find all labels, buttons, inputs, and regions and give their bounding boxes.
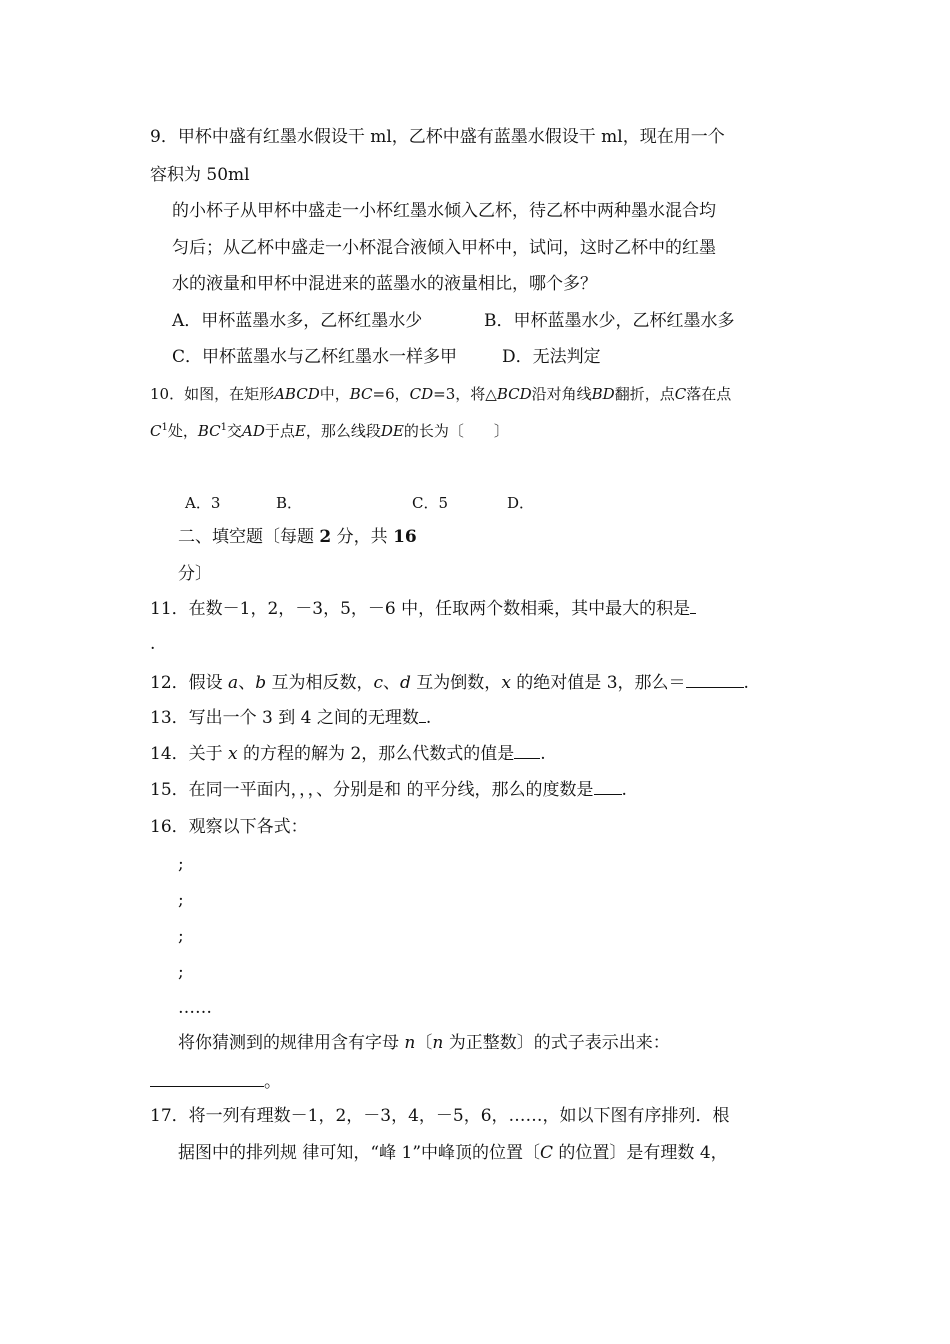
section-heading: 二、填空题〔每题 2 分，共 16	[178, 527, 417, 547]
q12-answer-blank[interactable]	[686, 671, 744, 688]
q10-option-c: C．5	[412, 494, 449, 512]
q16-item: ;	[178, 962, 184, 982]
q10-line2: $C^1$处，$BC^1$交AD于点E，那么线段DE的长为〔 〕	[150, 422, 509, 440]
q11-answer-blank[interactable]	[690, 597, 696, 614]
q9-option-c: C．甲杯蓝墨水与乙杯红墨水一样多甲	[172, 347, 458, 367]
q17-line1: 17．将一列有理数－1，2，－3，4，－5，6，……，如以下图有序排列．根	[150, 1106, 730, 1126]
q10-option-d: D．	[507, 494, 535, 512]
q10-option-b: B．	[276, 494, 303, 512]
q11-end: .	[150, 634, 156, 654]
q16-ellipsis: ……	[178, 998, 212, 1018]
q9-line5: 水的液量和甲杯中混进来的蓝墨水的液量相比，哪个多？	[172, 274, 597, 294]
q13-answer-blank[interactable]	[419, 706, 426, 723]
q17-line2: 据图中的排列规 律可知，“峰 1”中峰顶的位置〔C 的位置〕是有理数 4，	[178, 1143, 728, 1163]
q16-item: ;	[178, 926, 184, 946]
q16-prompt: 将你猜测到的规律用含有字母 n〔n 为正整数〕的式子表示出来：	[178, 1033, 670, 1053]
q13-line: 13．写出一个 3 到 4 之间的无理数 .	[150, 708, 432, 728]
q14-line: 14．关于 x 的方程的解为 2，那么代数式的值是 .	[150, 744, 546, 764]
q12-line: 12．假设 a、b 互为相反数，c、d 互为倒数，x 的绝对值是 3，那么＝ .	[150, 673, 749, 693]
q9-line2: 容积为 50ml	[150, 165, 250, 185]
q14-answer-blank[interactable]	[514, 742, 540, 759]
q10-line1: 10．如图，在矩形ABCD中，BC=6，CD=3，将△BCD沿对角线BD翻折，点C落在点	[150, 385, 732, 403]
q9-option-a: A．甲杯蓝墨水多，乙杯红墨水少	[172, 311, 423, 331]
q9-line3: 的小杯子从甲杯中盛走一小杯红墨水倾入乙杯，待乙杯中两种墨水混合均	[172, 201, 716, 221]
q9-option-b: B．甲杯蓝墨水少，乙杯红墨水多	[484, 311, 735, 331]
q9-line1: 9．甲杯中盛有红墨水假设干 ml，乙杯中盛有蓝墨水假设干 ml，现在用一个	[150, 127, 725, 147]
q15-answer-blank[interactable]	[594, 778, 622, 795]
q11-line1: 11．在数－1，2，－3，5，－6 中，任取两个数相乘，其中最大的积是	[150, 597, 696, 620]
section-heading-cont: 分〕	[178, 564, 212, 584]
q16-item: ;	[178, 890, 184, 910]
q16-answer-line: 。	[150, 1070, 281, 1093]
q16-item: ;	[178, 854, 184, 874]
q9-option-d: D．无法判定	[502, 347, 601, 367]
q10-option-a: A．3	[185, 494, 221, 512]
q16-answer-blank[interactable]	[150, 1070, 264, 1087]
q15-line: 15．在同一平面内，，，、分别是和 的平分线，那么的度数是 .	[150, 780, 627, 800]
q16-title: 16．观察以下各式：	[150, 817, 308, 837]
q9-line4: 匀后；从乙杯中盛走一小杯混合液倾入甲杯中，试问，这时乙杯中的红墨	[172, 238, 716, 258]
